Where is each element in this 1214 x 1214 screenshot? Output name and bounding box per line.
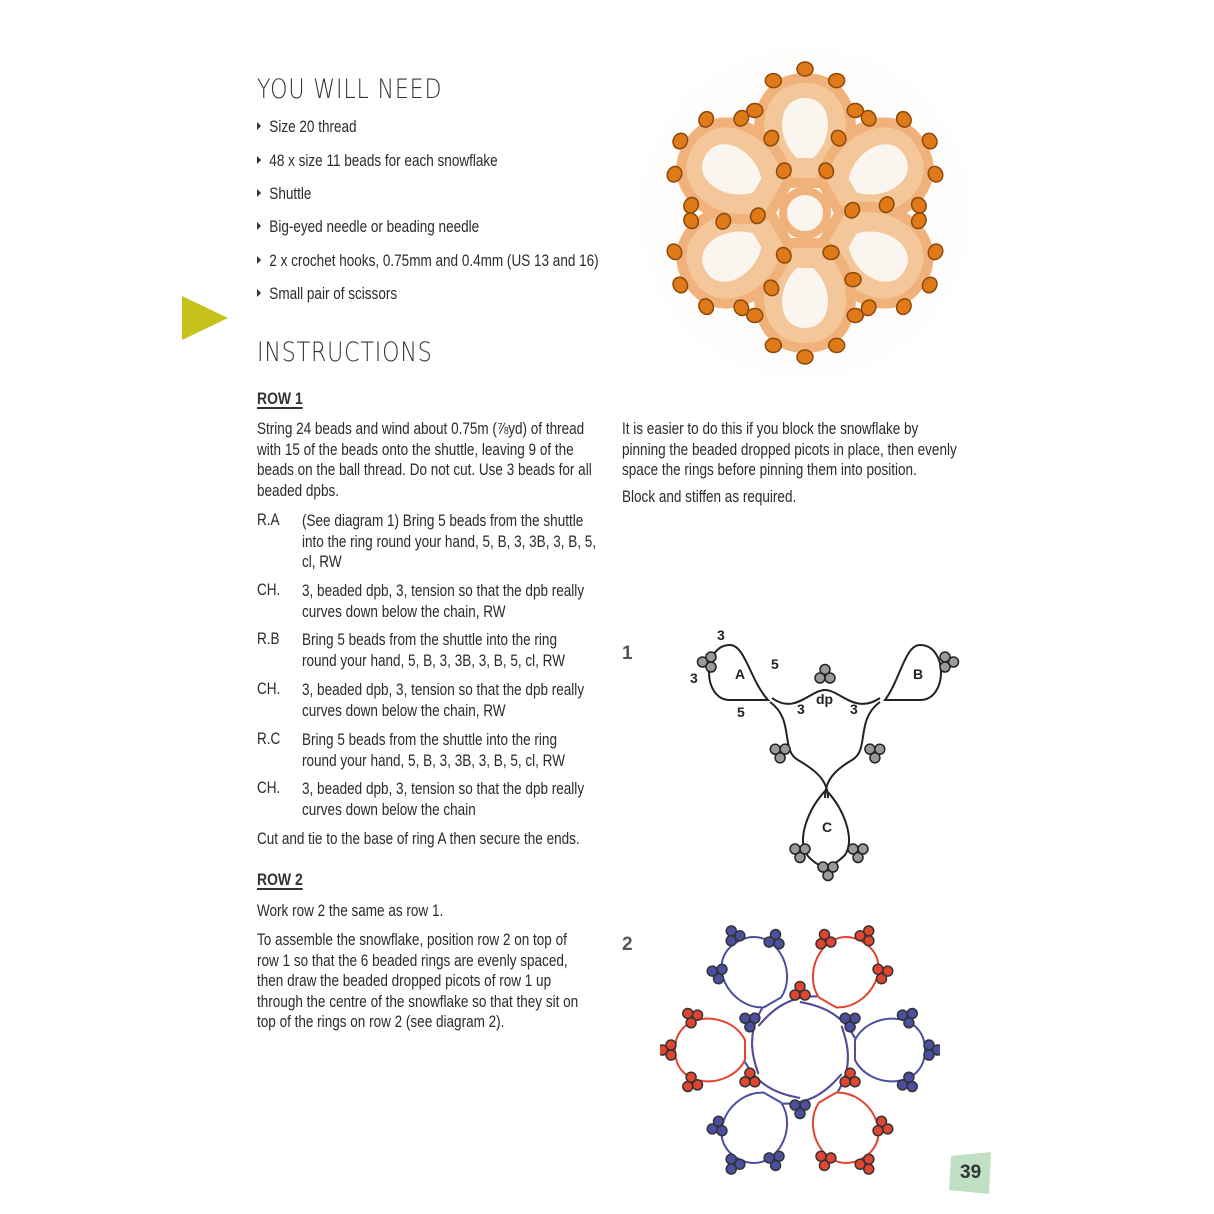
bead: [800, 844, 810, 854]
diagram1: [680, 620, 980, 890]
step-text: 3, beaded dpb, 3, tension so that the dpb really curves down below the chain, RW: [302, 681, 585, 720]
bead: [907, 1008, 917, 1018]
bead: [828, 862, 838, 872]
bead: [924, 1040, 934, 1050]
bead: [693, 1010, 703, 1020]
blocking-paragraph: Block and stiffen as required.: [622, 488, 797, 506]
bead: [747, 104, 763, 118]
list-item: Shuttle: [257, 184, 311, 205]
list-item: Small pair of scissors: [257, 284, 397, 305]
center-ring: [783, 191, 827, 235]
bead: [790, 1100, 800, 1110]
chain-line: [758, 978, 817, 1044]
step-label: CH.: [257, 581, 281, 599]
bead: [800, 1100, 810, 1110]
arrow-marker-icon: [182, 296, 228, 340]
label-5: 5: [771, 656, 779, 672]
step-text: Bring 5 beads from the shuttle into the ring round your hand, 5, B, 3, 3B, 3, B, 5, cl, RW: [302, 631, 565, 670]
bullet-icon: [257, 222, 261, 230]
bead: [845, 273, 861, 287]
label-3: 3: [690, 670, 698, 686]
row2-heading: ROW 2: [257, 870, 303, 889]
inner-picot: [790, 982, 810, 1001]
bead: [815, 673, 825, 683]
bead: [897, 1080, 907, 1090]
label-3: 3: [797, 701, 805, 717]
bead: [765, 74, 781, 88]
bullet-icon: [257, 156, 261, 164]
instructions-heading: INSTRUCTIONS: [257, 337, 433, 368]
bead: [940, 662, 950, 672]
bead: [780, 744, 790, 754]
step-label: CH.: [257, 680, 281, 698]
label-5: 5: [737, 704, 745, 720]
bead: [904, 1018, 914, 1028]
ring: [792, 1077, 908, 1194]
row1-heading: ROW 1: [257, 389, 303, 408]
label-3: 3: [717, 627, 725, 643]
ring: [792, 906, 908, 1023]
bead: [907, 1082, 917, 1092]
page-number: 39: [960, 1162, 982, 1183]
step-text: 3, beaded dpb, 3, tension so that the dpb really curves down below the chain: [302, 780, 585, 819]
bead: [847, 308, 863, 322]
bead: [800, 990, 810, 1000]
step-label: R.B: [257, 630, 280, 648]
bead: [848, 844, 858, 854]
bead: [829, 338, 845, 352]
row1-outro: Cut and tie to the base of ring A then secure the ends.: [257, 830, 580, 848]
ring: [693, 906, 809, 1023]
you-will-need-heading: YOU WILL NEED: [257, 74, 443, 105]
bead: [797, 62, 813, 76]
inner-picot: [790, 1100, 810, 1119]
row2-paragraph: Work row 2 the same as row 1.: [257, 902, 444, 920]
chain-line: [758, 978, 817, 1044]
step-label: R.C: [257, 730, 281, 748]
step-label: R.A: [257, 511, 280, 529]
snowflake-photo: [620, 38, 990, 388]
bead: [686, 1072, 696, 1082]
bead: [924, 1050, 934, 1060]
bead: [666, 1050, 676, 1060]
chain: [758, 978, 817, 1044]
bead: [825, 673, 835, 683]
chain: [783, 1056, 842, 1122]
bead: [747, 308, 763, 322]
chain-line: [783, 1056, 842, 1122]
bullet-icon: [257, 256, 261, 264]
chain-line: [783, 1056, 842, 1122]
step-text: Bring 5 beads from the shuttle into the ring round your hand, 5, B, 3, 3B, 3, B, 5, cl, RW: [302, 731, 565, 770]
bead: [847, 104, 863, 118]
bullet-icon: [257, 289, 261, 297]
bead: [797, 350, 813, 364]
chain: [758, 978, 817, 1044]
step-text: 3, beaded dpb, 3, tension so that the dpb really curves down below the chain, RW: [302, 582, 585, 621]
bead: [683, 1008, 693, 1018]
list-item: Size 20 thread: [257, 117, 357, 138]
bead: [790, 990, 800, 1000]
bead: [870, 753, 880, 763]
label-3: 3: [850, 701, 858, 717]
bead: [765, 338, 781, 352]
diagram2-number: 2: [622, 934, 633, 955]
list-item: 48 x size 11 beads for each snowflake: [257, 151, 498, 172]
diagram1-number: 1: [622, 643, 633, 664]
list-item: Big-eyed needle or beading needle: [257, 217, 479, 238]
bullet-icon: [257, 122, 261, 130]
ring: [660, 1008, 745, 1091]
bead: [706, 652, 716, 662]
inner-picot: [736, 1007, 762, 1034]
step-label: CH.: [257, 779, 281, 797]
bullet-icon: [257, 189, 261, 197]
ring-outline: [855, 1019, 925, 1082]
blocking-paragraph: It is easier to do this if you block the snowflake by pinning the beaded dropped picots in place, then evenly space the rings before pinning them into position.: [622, 420, 957, 479]
list-item: 2 x crochet hooks, 0.75mm and 0.4mm (US 13 and 16): [257, 251, 599, 272]
row1-intro: String 24 beads and wind about 0.75m (⅞yd) of thread with 15 of the beads onto the shuttle, leaving 9 of the beads on the ball thread. Do not cut. Use 3 beads for all beaded dpbs.: [257, 420, 592, 500]
bead: [818, 862, 828, 872]
label-b: B: [913, 666, 924, 682]
bead: [706, 662, 716, 672]
ring-outline: [675, 1019, 745, 1082]
bead: [940, 652, 950, 662]
bead: [666, 1040, 676, 1050]
bead: [683, 1082, 693, 1092]
label-c: C: [822, 819, 833, 835]
chain: [783, 1056, 842, 1122]
ring: [693, 1077, 809, 1194]
ring: [855, 1008, 940, 1091]
step-text: (See diagram 1) Bring 5 beads from the shuttle into the ring round your hand, 5, B, 3, 3B, 3, B, 5, cl, RW: [302, 512, 597, 571]
bead: [858, 844, 868, 854]
bead: [790, 844, 800, 854]
bead: [829, 74, 845, 88]
row2-paragraph: To assemble the snowflake, position row 2 on top of row 1 so that the 6 beaded rings are evenly spaced, then draw the beaded dropped picots of row 1 up through the centre of the snowflake so that they sit on top of the rings on row 2 (see diagram 2).: [257, 931, 579, 1031]
bead: [823, 246, 839, 260]
diagram2: [660, 905, 940, 1195]
label-a: A: [735, 666, 746, 682]
label-dp: dp: [816, 691, 834, 707]
inner-picot: [838, 1066, 864, 1093]
